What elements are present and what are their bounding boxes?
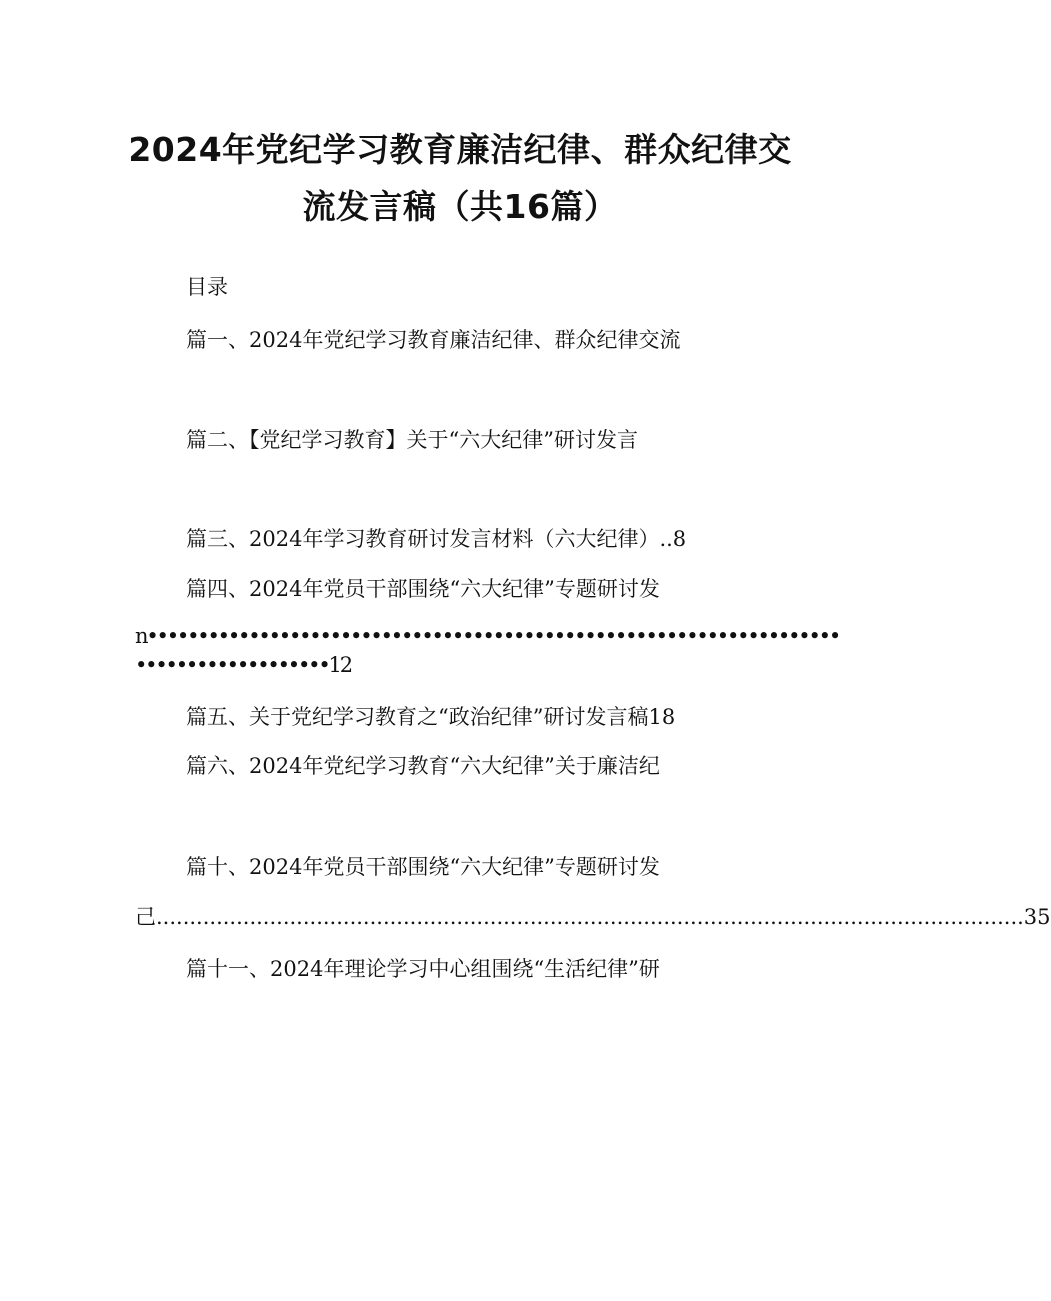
toc-entry-2: 篇二、【党纪学习教育】关于“六大纪律”研讨发言 [186,428,638,452]
toc-entry-4: 篇四、2024年党员干部围绕“六大纪律”专题研讨发 [186,577,660,601]
toc-entry-10-continuation-text: 己 [135,905,156,929]
toc-entry-10-page-number: 35 [1023,905,1051,929]
toc-entry-4-continuation-1: n•••••••••••••••••••••••••••••••••••••••••••••••••••••••••••••••••••• [135,624,840,648]
toc-entry-6: 篇六、2024年党纪学习教育“六大纪律”关于廉洁纪 [186,754,660,778]
toc-entry-3: 篇三、2024年学习教育研讨发言材料（六大纪律）..8 [186,527,687,551]
document-title-line-2: 流发言稿（共16篇） [302,187,618,226]
toc-entry-1: 篇一、2024年党纪学习教育廉洁纪律、群众纪律交流 [186,328,681,352]
toc-entry-10: 篇十、2024年党员干部围绕“六大纪律”专题研讨发 [186,855,660,879]
toc-entry-5: 篇五、关于党纪学习教育之“政治纪律”研讨发言稿18 [186,705,676,729]
document-title-line-1: 2024年党纪学习教育廉洁纪律、群众纪律交 [128,130,792,169]
toc-entry-4-continuation-2: •••••••••••••••••••12 [135,653,351,677]
toc-entry-10-dot-leader: .................................................................................................................................. [156,905,1024,929]
toc-entry-10-continuation [135,903,1051,931]
toc-heading: 目录 [186,275,228,299]
toc-entry-11: 篇十一、2024年理论学习中心组围绕“生活纪律”研 [186,957,660,981]
